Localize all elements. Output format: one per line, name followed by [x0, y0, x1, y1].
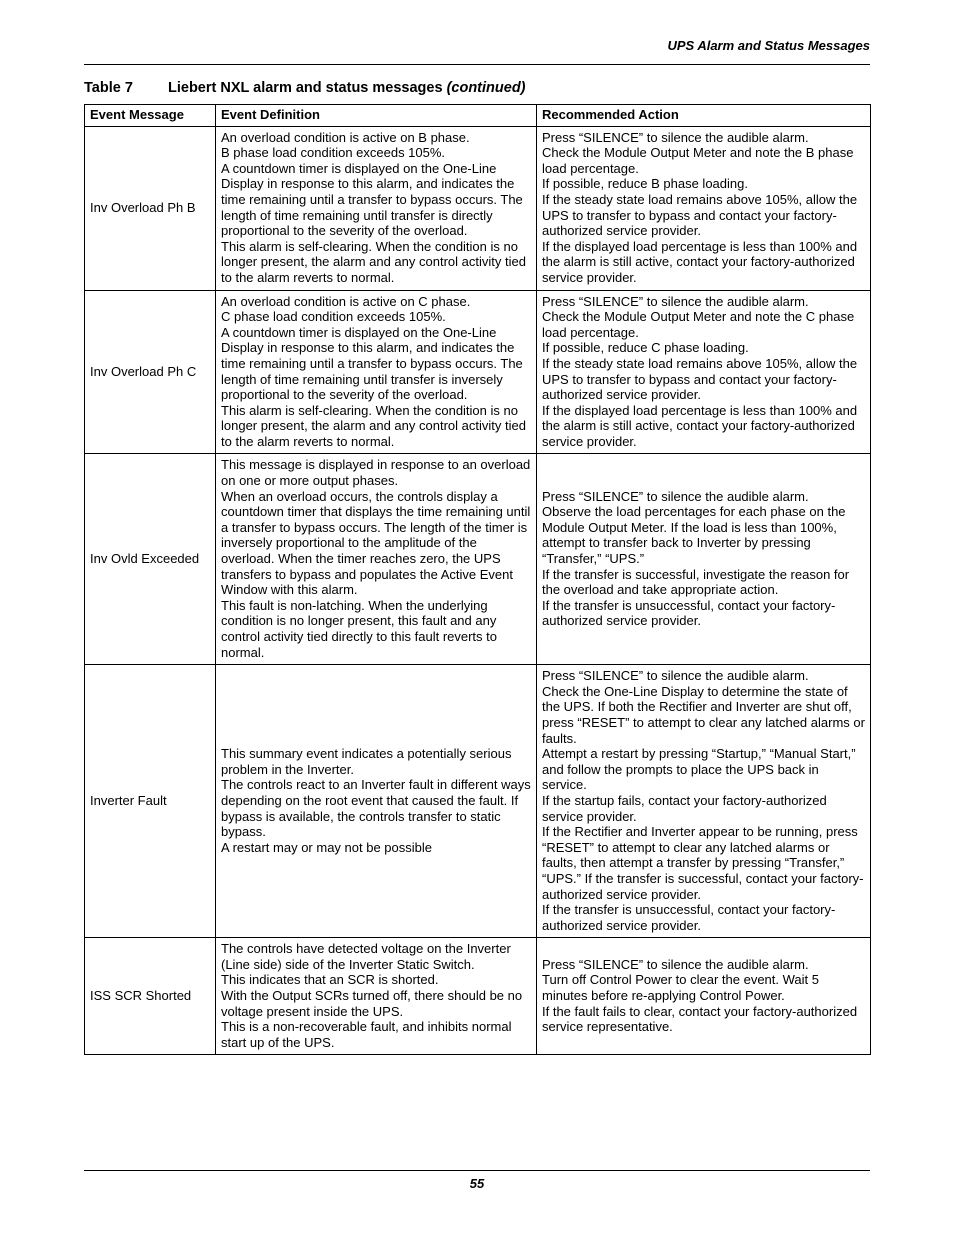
event-definition-line: A countdown timer is displayed on the One-Line Display in response to this alarm, and indicates the time remaining until a transfer to bypass occurs. The length of time remaining until transfer is directly proportional to the severity of the overload. — [221, 160, 523, 239]
event-message-cell: ISS SCR Shorted — [85, 938, 216, 1055]
recommended-action-line: If the steady state load remains above 105%, allow the UPS to transfer to bypass and contact your factory-authorized service provider. — [542, 355, 858, 403]
recommended-action-line: Press “SILENCE” to silence the audible alarm. — [542, 956, 809, 972]
event-definition-line: This is a non-recoverable fault, and inhibits normal start up of the UPS. — [221, 1019, 512, 1050]
event-definition-line: The controls have detected voltage on the Inverter (Line side) side of the Inverter Static Switch. — [221, 941, 511, 972]
table-title-suffix: (continued) — [446, 80, 526, 96]
table-number: Table 7 — [84, 80, 133, 96]
event-definition-line: This indicates that an SCR is shorted. — [221, 972, 439, 988]
table-caption — [84, 80, 526, 96]
recommended-action-cell — [537, 665, 871, 938]
event-message-cell: Inv Ovld Exceeded — [85, 454, 216, 665]
event-message-cell: Inv Overload Ph C — [85, 290, 216, 454]
event-definition-line: This summary event indicates a potentially serious problem in the Inverter. — [221, 746, 512, 777]
recommended-action-line: If the transfer is unsuccessful, contact your factory-authorized service provider. — [542, 597, 836, 629]
column-header-event-definition: Event Definition — [216, 105, 537, 127]
table-row — [85, 665, 871, 938]
recommended-action-cell — [537, 454, 871, 665]
recommended-action-cell — [537, 290, 871, 454]
column-header-event-message: Event Message — [85, 105, 216, 127]
page-number: 55 — [469, 1176, 485, 1191]
recommended-action-line: If the Rectifier and Inverter appear to be running, press “RESET” to attempt to clear any latched alarms or faults, then attempt a transfer by pressing “Transfer,” “UPS.” If the transfer is successful, contact your factory-authorized service provider. — [542, 824, 864, 902]
table-body — [85, 126, 871, 1055]
event-message-cell: Inverter Fault — [85, 665, 216, 938]
recommended-action-line: Press “SILENCE” to silence the audible alarm. — [542, 488, 809, 504]
header-divider — [84, 64, 870, 65]
recommended-action-line: Press “SILENCE” to silence the audible alarm. — [542, 668, 809, 684]
table-row — [85, 938, 871, 1055]
table-header-row — [85, 105, 871, 127]
event-definition-line: A countdown timer is displayed on the One-Line Display in response to this alarm, and indicates the time remaining until a transfer to bypass occurs. The length of time remaining until transfer is inversely proportional to the severity of the overload. — [221, 324, 523, 403]
recommended-action-line: Press “SILENCE” to silence the audible alarm. — [542, 129, 809, 145]
event-definition-line: The controls react to an Inverter fault in different ways depending on the root event that caused the fault. If bypass is available, the controls transfer to static bypass. — [221, 777, 531, 840]
recommended-action-line: If the displayed load percentage is less than 100% and the alarm is still active, contact your factory-authorized service provider. — [542, 402, 858, 449]
recommended-action-line: Attempt a restart by pressing “Startup,” “Manual Start,” and follow the prompts to place the UPS back in service. — [542, 746, 856, 793]
alarm-status-table — [84, 104, 871, 1055]
recommended-action-line: If the fault fails to clear, contact your factory-authorized service representative. — [542, 1003, 858, 1035]
event-definition-cell — [216, 665, 537, 938]
table-row — [85, 290, 871, 454]
footer-divider — [84, 1170, 870, 1171]
recommended-action-line: If the transfer is successful, investigate the reason for the overload and take appropriate action. — [542, 566, 850, 598]
recommended-action-line: If the startup fails, contact your factory-authorized service provider. — [542, 792, 827, 824]
table-title: Liebert NXL alarm and status messages — [168, 80, 443, 96]
event-definition-cell — [216, 938, 537, 1055]
recommended-action-line: Turn off Control Power to clear the event. Wait 5 minutes before re-applying Control Power. — [542, 972, 819, 1004]
recommended-action-line: If the transfer is unsuccessful, contact your factory-authorized service provider. — [542, 902, 836, 933]
recommended-action-line: Press “SILENCE” to silence the audible alarm. — [542, 293, 809, 309]
running-header: UPS Alarm and Status Messages — [667, 38, 870, 53]
recommended-action-line: If the displayed load percentage is less than 100% and the alarm is still active, contact your factory-authorized service provider. — [542, 238, 858, 285]
event-definition-cell — [216, 126, 537, 290]
event-definition-cell — [216, 454, 537, 665]
event-definition-line: This fault is non-latching. When the underlying condition is no longer present, this fault and any control activity tied directly to this fault reverts to normal. — [221, 597, 497, 660]
event-definition-line: When an overload occurs, the controls display a countdown timer that displays the time remaining until a transfer to bypass occurs. The length of the timer is inversely proportional to the amplitude of the overload. When the timer reaches zero, the UPS transfers to bypass and populates the Active Event Window with this alarm. — [221, 488, 531, 598]
recommended-action-line: If possible, reduce B phase loading. — [542, 176, 748, 192]
event-definition-cell — [216, 290, 537, 454]
recommended-action-line: Check the Module Output Meter and note the B phase load percentage. — [542, 145, 854, 176]
event-definition-line: An overload condition is active on B phase. — [221, 129, 470, 145]
event-definition-line: An overload condition is active on C phase. — [221, 293, 471, 309]
event-definition-line: This alarm is self-clearing. When the condition is no longer present, the alarm and any control activity tied to the alarm reverts to normal. — [221, 402, 526, 449]
event-message-cell: Inv Overload Ph B — [85, 126, 216, 290]
recommended-action-line: Check the Module Output Meter and note the C phase load percentage. — [542, 309, 855, 340]
recommended-action-line: Observe the load percentages for each phase on the Module Output Meter. If the load is less than 100%, attempt to transfer back to Inverter by pressing “Transfer,” “UPS.” — [542, 504, 846, 567]
event-definition-line: This alarm is self-clearing. When the condition is no longer present, the alarm and any control activity tied to the alarm reverts to normal. — [221, 238, 526, 285]
recommended-action-cell — [537, 126, 871, 290]
event-definition-line: A restart may or may not be possible — [221, 839, 432, 855]
table-row — [85, 454, 871, 665]
recommended-action-line: If the steady state load remains above 105%, allow the UPS to transfer to bypass and contact your factory-authorized service provider. — [542, 191, 858, 239]
column-header-recommended-action: Recommended Action — [537, 105, 871, 127]
event-definition-line: B phase load condition exceeds 105%. — [221, 145, 446, 161]
recommended-action-line: If possible, reduce C phase loading. — [542, 340, 749, 356]
table-row — [85, 126, 871, 290]
event-definition-line: With the Output SCRs turned off, there should be no voltage present inside the UPS. — [221, 988, 523, 1019]
event-definition-line: This message is displayed in response to an overload on one or more output phases. — [221, 457, 531, 489]
event-definition-line: C phase load condition exceeds 105%. — [221, 309, 446, 325]
recommended-action-cell — [537, 938, 871, 1055]
recommended-action-line: Check the One-Line Display to determine the state of the UPS. If both the Rectifier and Inverter are shut off, press “RESET” to attempt to clear any latched alarms or faults. — [542, 683, 865, 746]
